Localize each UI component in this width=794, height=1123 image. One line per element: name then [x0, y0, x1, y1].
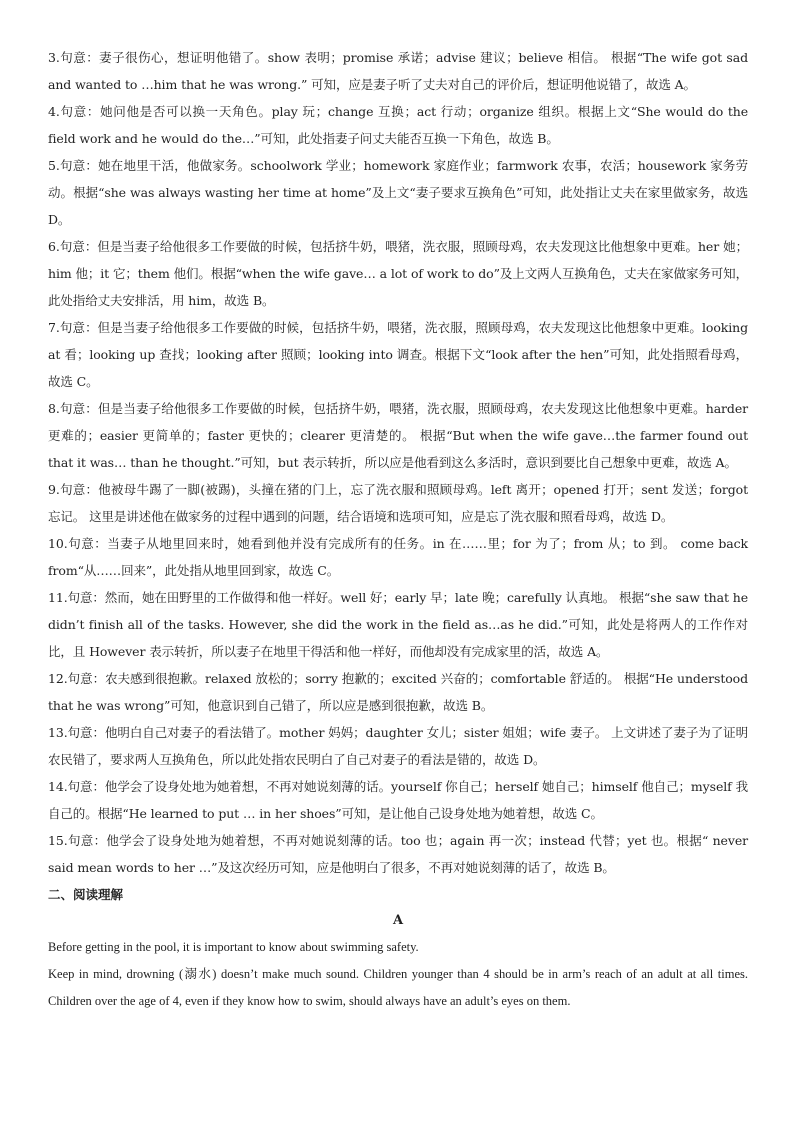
- explanation-9: 9.句意：他被母牛踢了一脚(被踢)，头撞在猪的门上，忘了洗衣服和照顾母鸡。left 离开；opened 打开；sent 发送；forgot 忘记。 这里是讲述他在做家务的过程中遇到的问题，结合语境和选项可知，应是忘了洗衣服和照看母鸡，故选 D。: [48, 482, 748, 524]
- explanation-12: 12.句意：农夫感到很抱歉。relaxed 放松的；sorry 抱歉的；excited 兴奋的；comfortable 舒适的。 根据“He understood that he was wrong”可知，他意识到自己错了，所以应是感到很抱歉，故选 B。: [48, 671, 748, 713]
- explanation-4: 4.句意：她问他是否可以换一天角色。play 玩；change 互换；act 行动；organize 组织。根据上文“She would do the field work and he would do the…”可知，此处指妻子问丈夫能否互换一下角色，故选 B。: [48, 104, 748, 146]
- explanation-14: 14.句意：他学会了设身处地为她着想，不再对她说刻薄的话。yourself 你自己；herself 她自己；himself 他自己；myself 我自己的。根据“He learned to put … in her shoes”可知，是让他自己设身处地为她着想，故选 C。: [48, 779, 748, 821]
- explanation-5: 5.句意：她在地里干活，他做家务。schoolwork 学业；homework 家庭作业；farmwork 农事，农活；housework 家务劳动。根据“she was always wasting her time at home”及上文“妻子要求互换角色”可知，此处指让丈夫在家里做家务，故选 D。: [48, 158, 748, 227]
- passage-paragraph: Keep in mind, drowning (溺水) doesn’t make much sound. Children younger than 4 should be in arm’s reach of an adult at all times. Children over the age of 4, even if they know how to swim, should always have an adult’s eyes on them.: [48, 967, 748, 1008]
- passage-label: A: [392, 913, 404, 928]
- explanation-15: 15.句意：他学会了设身处地为她着想，不再对她说刻薄的话。too 也；again 再一次；instead 代替；yet 也。根据“ never said mean words to her …”及这次经历可知，应是他明白了很多，不再对她说刻薄的话了，故选 B。: [48, 833, 748, 875]
- explanation-10: 10.句意：当妻子从地里回来时，她看到他并没有完成所有的任务。in 在……里；for 为了；from 从；to 到。 come back from“从……回来”，此处指从地里回到家，故选 C。: [48, 536, 748, 578]
- explanation-8: 8.句意：但是当妻子给他很多工作要做的时候，包括挤牛奶，喂猪，洗衣服，照顾母鸡，农夫发现这比他想象中更难。harder 更难的；easier 更简单的；faster 更快的；clearer 更清楚的。 根据“But when the wife gave…the farmer found out that it was… than he thought.”可知，but 表示转折，所以应是他看到这么多活时，意识到要比自己想象中更难，故选 A。: [48, 401, 748, 470]
- explanation-7: 7.句意：但是当妻子给他很多工作要做的时候，包括挤牛奶，喂猪，洗衣服，照顾母鸡，农夫发现这比他想象中更难。looking at 看；looking up 查找；looking after 照顾；looking into 调查。根据下文“look after the hen”可知，此处指照看母鸡，故选 C。: [48, 320, 748, 389]
- section-heading: 二、阅读理解: [48, 887, 124, 902]
- passage-paragraph: Before getting in the pool, it is important to know about swimming safety.: [48, 940, 419, 954]
- explanation-13: 13.句意：他明白自己对妻子的看法错了。mother 妈妈；daughter 女儿；sister 姐姐；wife 妻子。 上文讲述了妻子为了证明农民错了，要求两人互换角色，所以此处指农民明白了自己对妻子的看法是错的，故选 D。: [48, 725, 748, 767]
- document-page: [48, 44, 748, 1015]
- explanation-3: 3.句意：妻子很伤心，想证明他错了。show 表明；promise 承诺；advise 建议；believe 相信。 根据“The wife got sad and wanted to …him that he was wrong.” 可知，应是妻子听了丈夫对自己的评价后，想证明他说错了，故选 A。: [48, 50, 748, 92]
- explanation-6: 6.句意：但是当妻子给他很多工作要做的时候，包括挤牛奶，喂猪，洗衣服，照顾母鸡，农夫发现这比他想象中更难。her 她；him 他；it 它；them 他们。根据“when the wife gave… a lot of work to do”及上文两人互换角色，丈夫在家做家务可知，此处指给丈夫安排活，用 him，故选 B。: [48, 239, 748, 308]
- explanation-11: 11.句意：然而，她在田野里的工作做得和他一样好。well 好；early 早；late 晚；carefully 认真地。 根据“she saw that he didn’t finish all of the tasks. However, she did the work in the field as…as he did.”可知，此处是将两人的工作作对比，且 However 表示转折，所以妻子在地里干得活和他一样好，而他却没有完成家里的活，故选 A。: [48, 590, 748, 659]
